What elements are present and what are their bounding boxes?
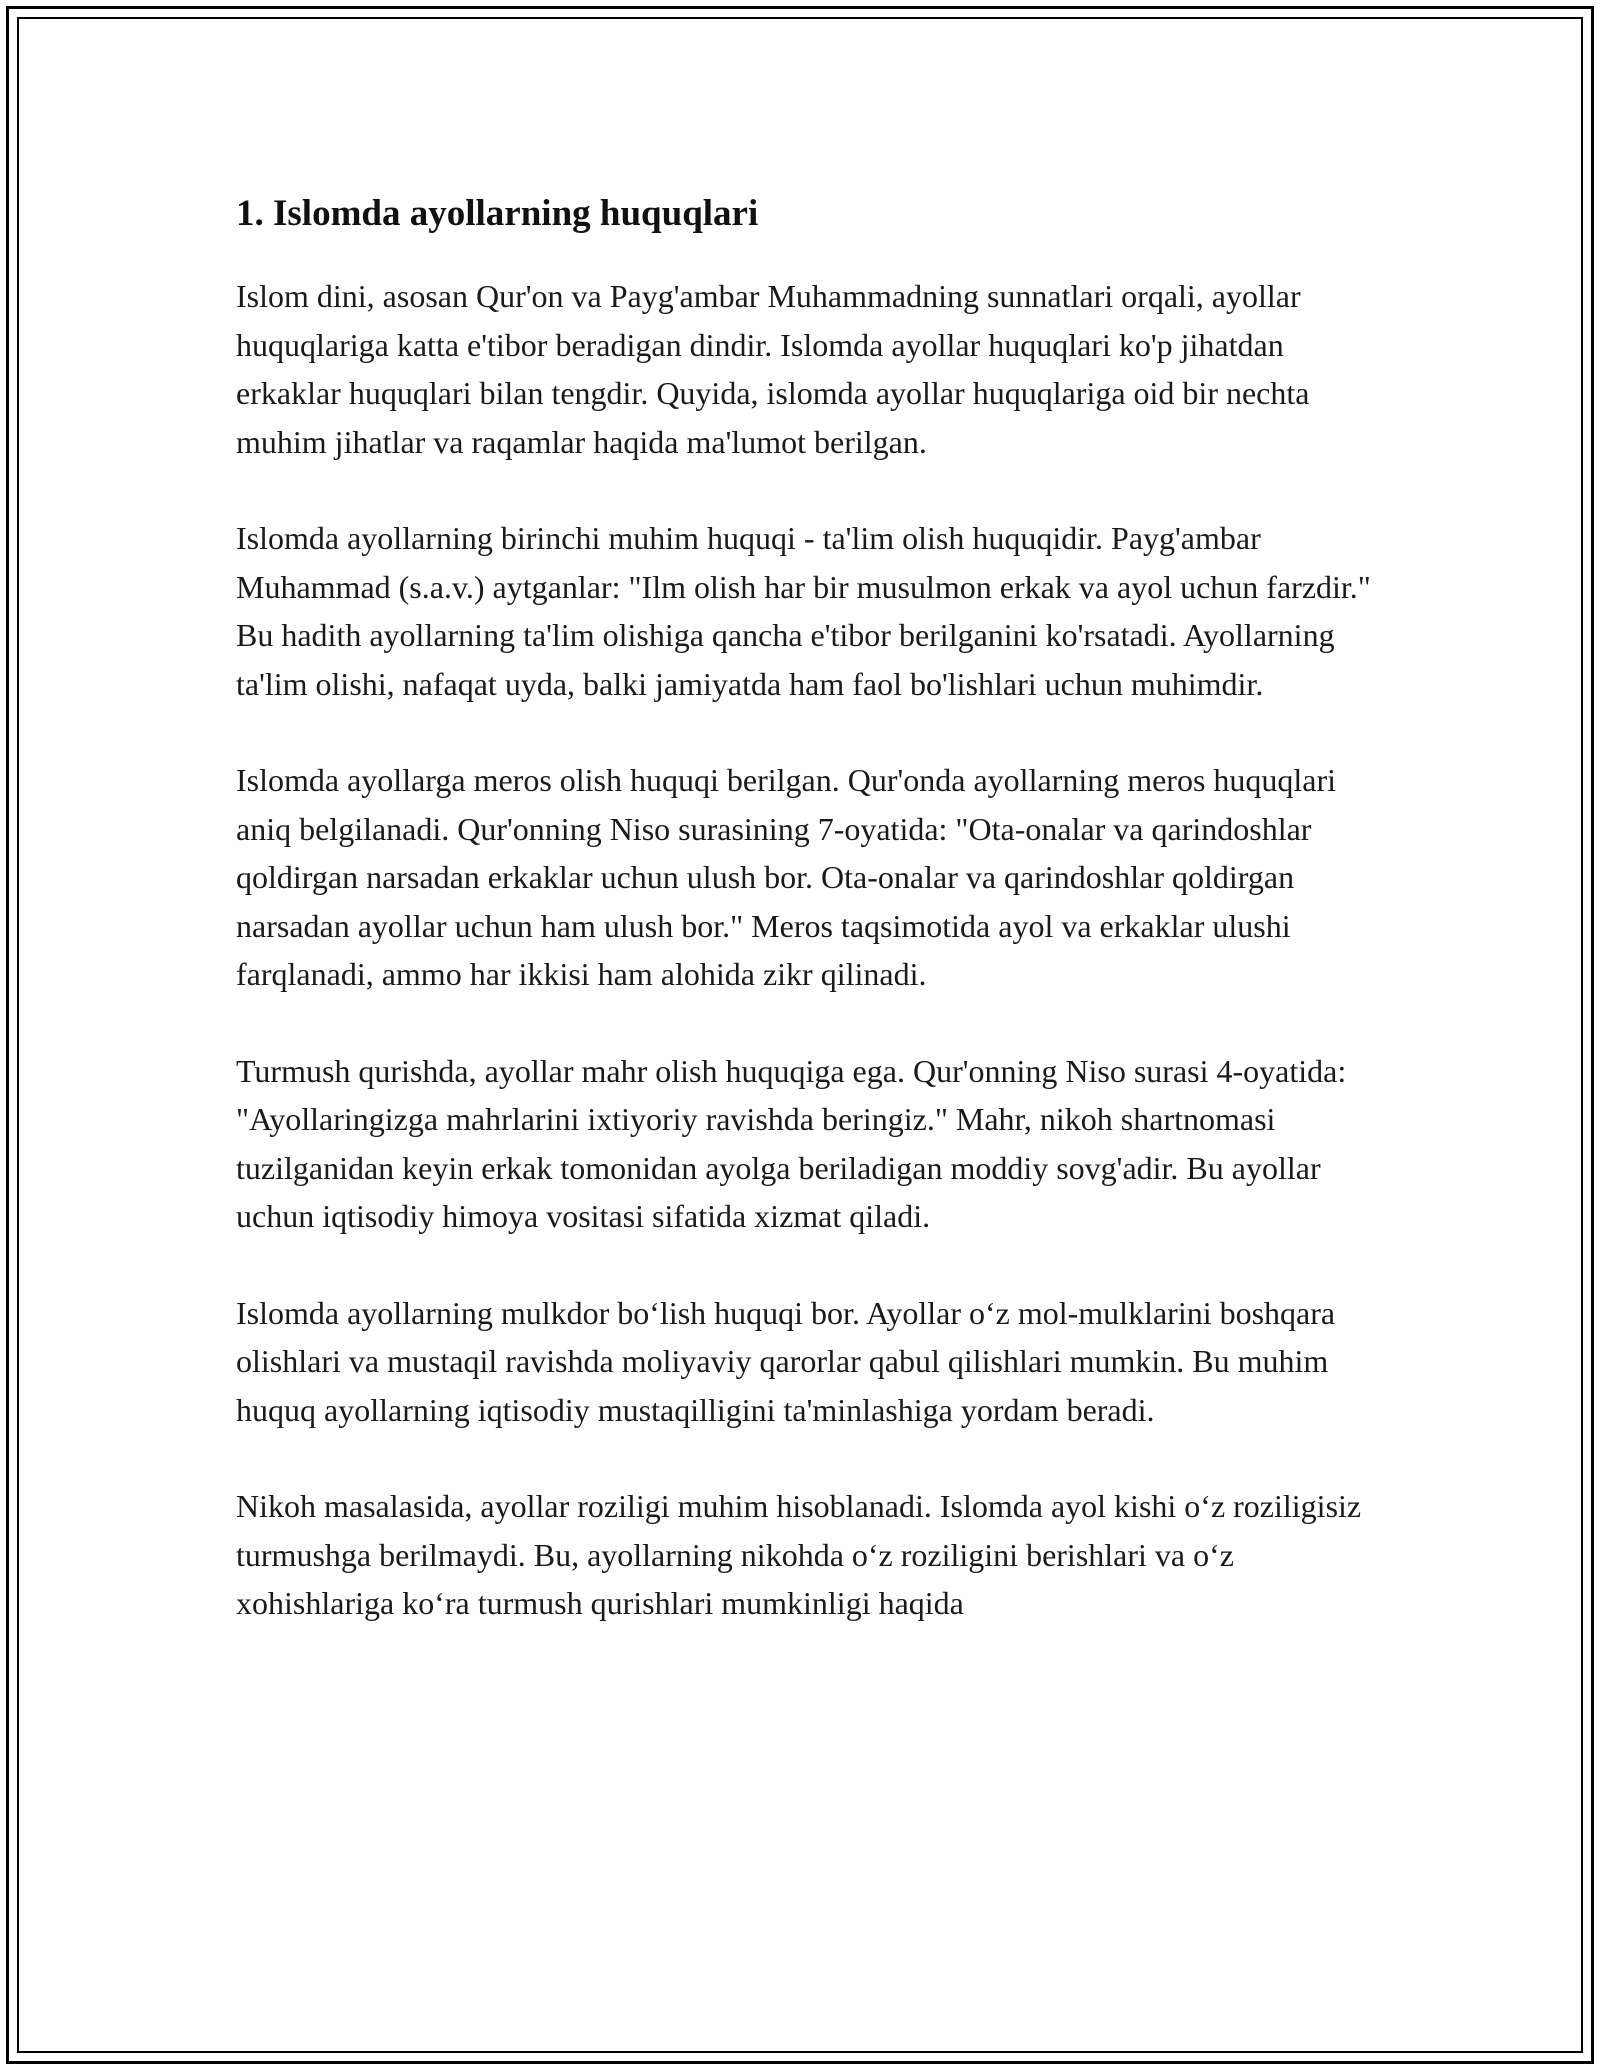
paragraph-mahr-right: Turmush qurishda, ayollar mahr olish huquqiga ega. Qur'onning Niso surasi 4-oyatida: "Ayollaringizga mahrlarini ixtiyoriy ravishda beringiz." Mahr, nikoh shartnomasi tuzilganidan keyin erkak tomonidan ayolga beriladigan moddiy sovg'adir. Bu ayollar uchun iqtisodiy himoya vositasi sifatida xizmat qiladi.	[236, 1052, 1347, 1234]
paragraph-education-right: Islomda ayollarning birinchi muhim huquqi - ta'lim olish huquqidir. Payg'ambar Muhammad (s.a.v.) aytganlar: "Ilm olish har bir musulmon erkak va ayol uchun farzdir." Bu hadith ayollarning ta'lim olishiga qancha e'tibor berilganini ko'rsatadi. Ayollarning ta'lim olishi, nafaqat uyda, balki jamiyatda ham faol bo'lishlari uchun muhimdir.	[236, 520, 1371, 702]
paragraph-property-right: Islomda ayollarning mulkdor bo‘lish huquqi bor. Ayollar o‘z mol-mulklarini boshqara olishlari va mustaqil ravishda moliyaviy qarorlar qabul qilishlari mumkin. Bu muhim huquq ayollarning iqtisodiy mustaqilligini ta'minlashiga yordam beradi.	[236, 1294, 1336, 1428]
document-body	[236, 188, 1386, 1676]
paragraph-marriage-consent: Nikoh masalasida, ayollar roziligi muhim hisoblanadi. Islomda ayol kishi o‘z roziligisiz turmushga berilmaydi. Bu, ayollarning nikohda o‘z roziligini berishlari va o‘z xohishlariga ko‘ra turmush qurishlari mumkinligi haqida	[236, 1488, 1362, 1621]
paragraph-inheritance-right: Islomda ayollarga meros olish huquqi berilgan. Qur'onda ayollarning meros huquqlari aniq belgilanadi. Qur'onning Niso surasining 7-oyatida: "Ota-onalar va qarindoshlar qoldirgan narsadan erkaklar uchun ulush bor. Ota-onalar va qarindoshlar qoldirgan narsadan ayollar uchun ham ulush bor." Meros taqsimotida ayol va erkaklar ulushi farqlanadi, ammo har ikkisi ham alohida zikr qilinadi.	[236, 762, 1337, 992]
paragraph-intro: Islom dini, asosan Qur'on va Payg'ambar Muhammadning sunnatlari orqali, ayollar huquqlariga katta e'tibor beradigan dindir. Islomda ayollar huquqlari ko'p jihatdan erkaklar huquqlari bilan tengdir. Quyida, islomda ayollar huquqlariga oid bir nechta muhim jihatlar va raqamlar haqida ma'lumot berilgan.	[236, 278, 1310, 460]
section-heading: 1. Islomda ayollarning huquqlari	[236, 193, 759, 234]
